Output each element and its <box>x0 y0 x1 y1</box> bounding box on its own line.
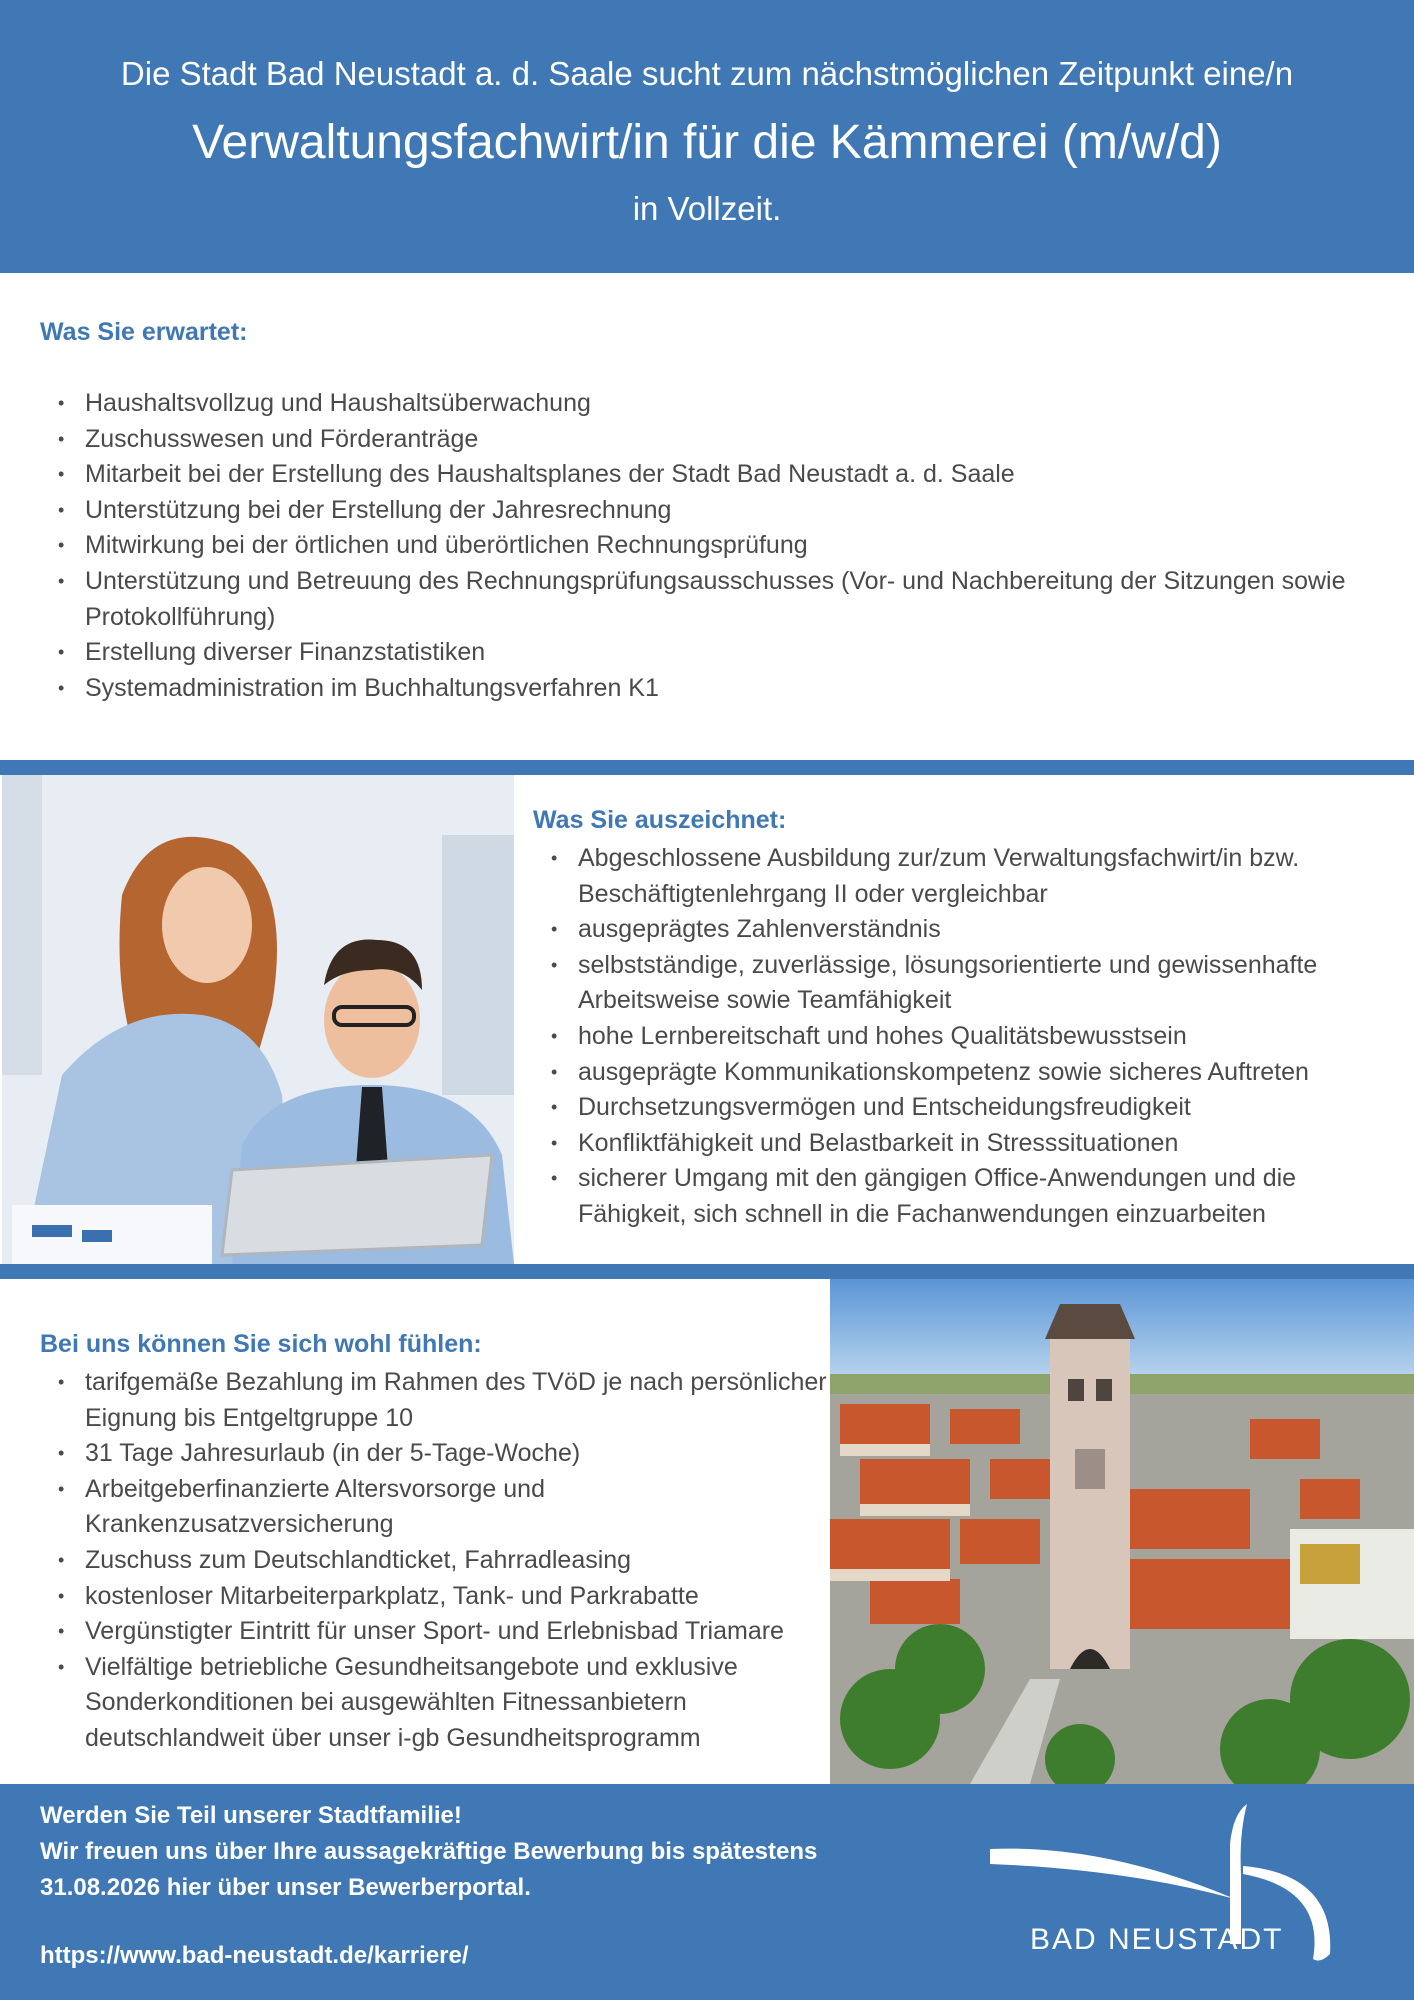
footer-line-2: Wir freuen uns über Ihre aussagekräftige Bewerbung bis spätestens <box>40 1838 818 1865</box>
list-item: • Zuschuss zum Deutschlandticket, Fahrradleasing <box>40 1543 830 1579</box>
list-item: • ausgeprägtes Zahlenverständnis <box>533 912 1383 948</box>
list-item: • Vergünstigter Eintritt für unser Sport- und Erlebnisbad Triamare <box>40 1614 830 1650</box>
list-item: • Systemadministration im Buchhaltungsverfahren K1 <box>40 671 1380 707</box>
employment-type: in Vollzeit. <box>632 190 782 227</box>
expectations-list <box>40 386 1380 706</box>
list-item: • Erstellung diverser Finanzstatistiken <box>40 635 1380 671</box>
list-item: • sicherer Umgang mit den gängigen Office-Anwendungen und die Fähigkeit, sich schnell in die Fachanwendungen einzuarbeiten <box>533 1161 1383 1232</box>
list-item: • Mitwirkung bei der örtlichen und überörtlichen Rechnungsprüfung <box>40 528 1380 564</box>
footer-banner <box>0 1784 1414 2000</box>
bad-neustadt-logo <box>985 1804 1345 1984</box>
header-banner <box>0 0 1414 273</box>
logo-mark <box>985 1804 1345 1984</box>
list-item: • selbstständige, zuverlässige, lösungsorientierte und gewissenhafte Arbeitsweise sowie Teamfähigkeit <box>533 948 1383 1019</box>
list-item: • ausgeprägte Kommunikationskompetenz sowie sicheres Auftreten <box>533 1055 1383 1091</box>
office-illustration <box>2 775 514 1264</box>
logo-text: BAD NEUSTADT <box>1030 1923 1284 1956</box>
list-item: • Haushaltsvollzug und Haushaltsüberwachung <box>40 386 1380 422</box>
list-item: • Durchsetzungsvermögen und Entscheidungsfreudigkeit <box>533 1090 1383 1126</box>
list-item: • Vielfältige betriebliche Gesundheitsangebote und exklusive Sonderkonditionen bei ausgewählten Fitnessanbietern deutschlandweit über unser i-gb Gesundheitsprogramm <box>40 1650 830 1757</box>
list-item: • Konfliktfähigkeit und Belastbarkeit in Stresssituationen <box>533 1126 1383 1162</box>
office-photo <box>2 775 514 1264</box>
list-item: • tarifgemäße Bezahlung im Rahmen des TVöD je nach persönlicher Eignung bis Entgeltgruppe 10 <box>40 1365 830 1436</box>
list-item: • 31 Tage Jahresurlaub (in der 5-Tage-Woche) <box>40 1436 830 1472</box>
benefits-section <box>40 1330 830 1757</box>
footer-line-1: Werden Sie Teil unserer Stadtfamilie! <box>40 1802 462 1829</box>
benefits-list <box>40 1365 830 1757</box>
qualifications-section <box>533 806 1383 1233</box>
list-item: • Zuschusswesen und Förderanträge <box>40 422 1380 458</box>
town-photo <box>830 1279 1414 1784</box>
town-illustration <box>830 1279 1414 1784</box>
career-link[interactable]: https://www.bad-neustadt.de/karriere/ <box>40 1942 469 1969</box>
benefits-heading: Bei uns können Sie sich wohl fühlen: <box>40 1330 482 1358</box>
qualifications-heading: Was Sie auszeichnet: <box>533 806 787 834</box>
list-item: • Unterstützung bei der Erstellung der Jahresrechnung <box>40 493 1380 529</box>
list-item: • kostenloser Mitarbeiterparkplatz, Tank- und Parkrabatte <box>40 1579 830 1615</box>
list-item: • Arbeitgeberfinanzierte Altersvorsorge und Krankenzusatzversicherung <box>40 1472 830 1543</box>
qualifications-list <box>533 841 1383 1233</box>
job-title: Verwaltungsfachwirt/in für die Kämmerei (m/w/d) <box>192 116 1222 169</box>
list-item: • hohe Lernbereitschaft und hohes Qualitätsbewusstsein <box>533 1019 1383 1055</box>
footer-line-3: 31.08.2026 hier über unser Bewerberportal. <box>40 1874 531 1901</box>
divider-band <box>0 760 1414 775</box>
list-item: • Unterstützung und Betreuung des Rechnungsprüfungsausschusses (Vor- und Nachbereitung der Sitzungen sowie Protokollführung) <box>40 564 1380 635</box>
expectations-heading: Was Sie erwartet: <box>40 318 248 346</box>
list-item: • Abgeschlossene Ausbildung zur/zum Verwaltungsfachwirt/in bzw. Beschäftigtenlehrgang II oder vergleichbar <box>533 841 1383 912</box>
intro-text: Die Stadt Bad Neustadt a. d. Saale sucht zum nächstmöglichen Zeitpunkt eine/n <box>120 55 1294 92</box>
divider-band <box>0 1264 1414 1279</box>
list-item: • Mitarbeit bei der Erstellung des Haushaltsplanes der Stadt Bad Neustadt a. d. Saale <box>40 457 1380 493</box>
